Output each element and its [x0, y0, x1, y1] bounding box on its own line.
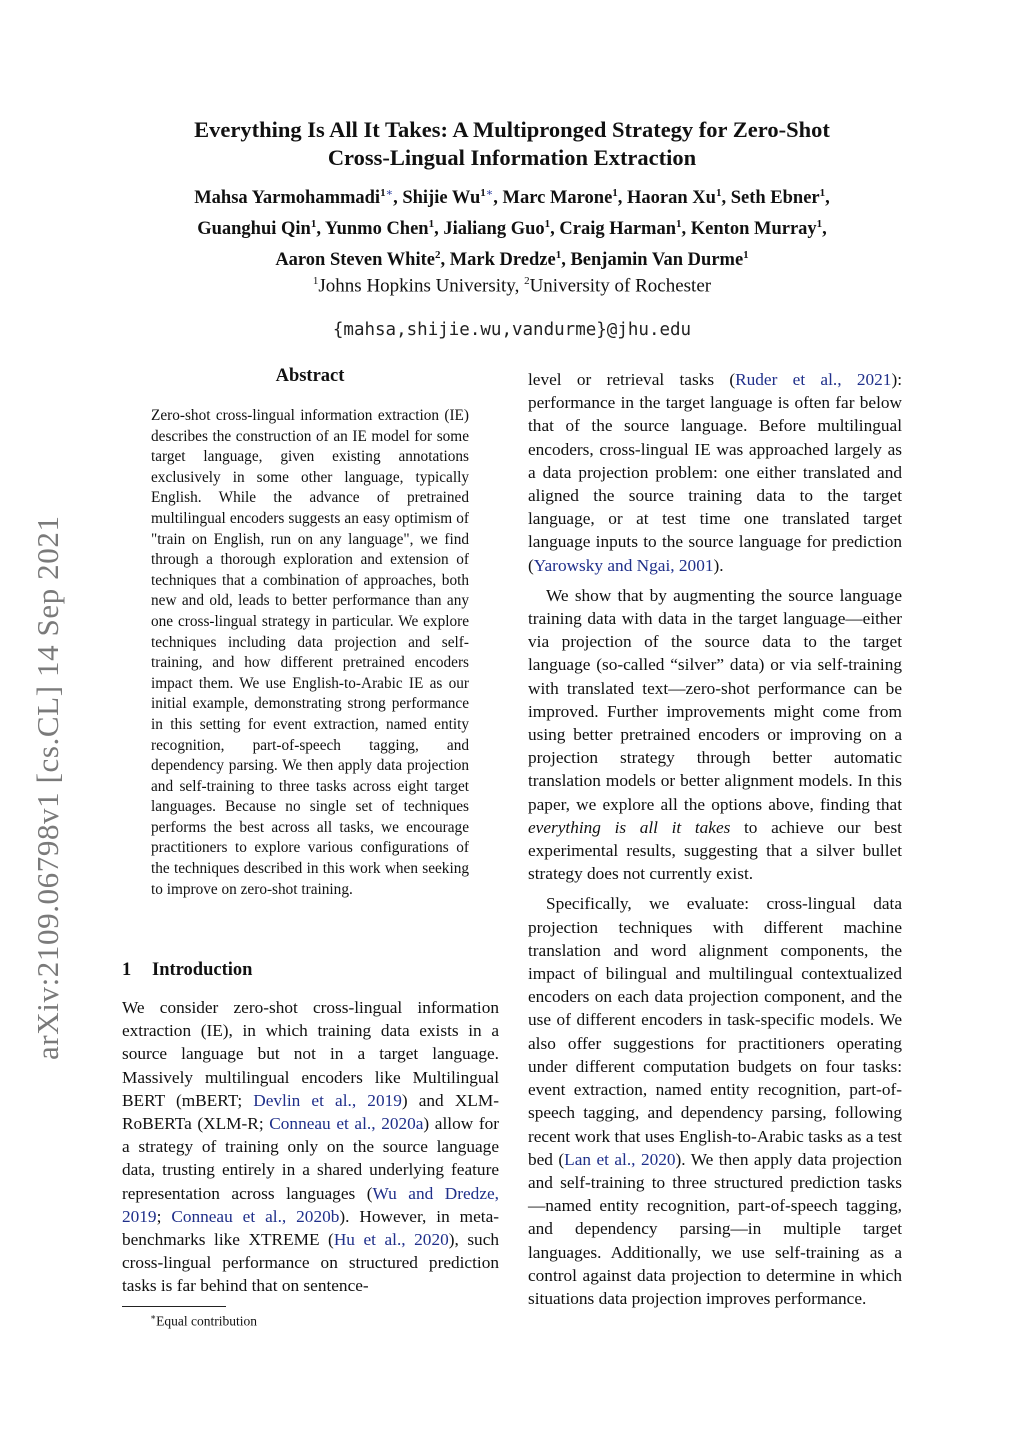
author: Kenton Murray$^1$,	[690, 218, 827, 240]
intro-paragraph: We consider zero-shot cross-lingual information extraction (IE), in which training data exists in a source language but not in a target language. Massively multilingual encoders like Multilingual BERT (mBERT; Devlin et al., 2019) and XLM-RoBERTa (XLM-R; Conneau et al., 2020a) allow for a strategy of training only on the source language data, trusting entirely in a shared underlying feature representation across languages (Wu and Dredze, 2019; Conneau et al., 2020b). However, in meta-benchmarks like XTREME (Hu et al., 2020), such cross-lingual performance on structured prediction tasks is far behind that on sentence-	[122, 998, 500, 1296]
paragraph: We show that by augmenting the source language training data with data in the target language—either via projection of the source data to the target language (so-called “silver” data) or via self-training with translated text—zero-shot performance can be improved. Further improvements might come from using better pretrained encoders or improving on a projection strategy through better automatic translation models or better alignment models. In this paper, we explore all the options above, finding that everything is all it takes to achieve our best experimental results, suggesting that a silver bullet strategy does not currently exist.	[528, 585, 902, 884]
author: Craig Harman$^1$,	[559, 218, 691, 240]
author: Mark Dredze$^1$,	[449, 249, 571, 271]
citation-link[interactable]: Hu et al., 2020	[333, 1230, 449, 1250]
author: Haoran Xu$^1$,	[627, 187, 731, 209]
paragraph: level or retrieval tasks (Ruder et al., 2021): performance in the target language is often far below that of the source language. Before multilingual encoders, cross-lingual IE was approached largely as a data projection problem: one either translated and aligned the source training data to the target language, or at test time one translated target language inputs to the source language for prediction (Yarowsky and Ngai, 2001).	[528, 370, 902, 575]
author: Aaron Steven White$^2$,	[275, 249, 450, 271]
citation-link[interactable]: Ruder et al., 2021	[735, 370, 892, 389]
footnote: ∗Equal contribution	[150, 1312, 257, 1329]
title-line-1: Everything Is All It Takes: A Multipronged Strategy for Zero-Shot	[194, 117, 830, 142]
paragraph: Specifically, we evaluate: cross-lingual data projection techniques with different machine translation and word alignment components, the impact of bilingual and multilingual contextualized encoders on each data projection component, and the use of different encoders in task-specific models. We also offer suggestions for practitioners operating under different computation budgets on four tasks: event extraction, named entity recognition, part-of-speech tagging, and dependency parsing, following recent work that uses English-to-Arabic tasks as a test bed (Lan et al., 2020). We then apply data projection and self-training to three structured prediction tasks—named entity recognition, part-of-speech tagging, and dependency parsing—in multiple target languages. Additionally, we use self-training as a control against data projection to determine in which situations data projection improves performance.	[528, 894, 903, 1308]
citation-link[interactable]: Lan et al., 2020	[564, 1149, 676, 1169]
citation-link[interactable]: Conneau et al., 2020a	[269, 1114, 424, 1134]
author: Shijie $Wu^{1∗}$,	[402, 187, 503, 209]
author: Mahsa Yarmohammadi$^{1∗}$,	[194, 187, 403, 209]
author: Seth Ebner$^1$,	[730, 187, 830, 209]
author: Benjamin Van Durme$^1$	[570, 249, 749, 271]
abstract-text: Zero-shot cross-lingual information extraction (IE) describes the construction of an IE model for some target language, given existing annotations exclusively in some other language, typically English. While the advance of pretrained multilingual encoders suggests an easy optimism of "train on English, run on any language", we find through a thorough exploration and extension of techniques that a combination of approaches, both new and old, leads to better performance than any one cross-lingual strategy in particular. We explore techniques including data projection and self-training, and how different pretrained encoders impact them. We use English-to-Arabic IE as our initial example, demonstrating strong performance in this setting for event extraction, named entity recognition, part-of-speech tagging, and dependency parsing. We then apply data projection and self-training to three tasks across eight target languages. Because no single set of techniques performs the best across all tasks, we encourage practitioners to explore various configurations of the techniques described in this work when seeking to improve on zero-shot training.	[151, 407, 469, 898]
author: Marc Marone$^1$,	[502, 187, 628, 209]
citation-link[interactable]: Devlin et al., 2019	[253, 1090, 402, 1110]
citation-link[interactable]: Yarowsky and Ngai, 2001	[533, 555, 714, 575]
citation-link[interactable]: Wu and Dredze, 2019	[122, 1183, 499, 1226]
footnote-rule	[122, 1306, 226, 1307]
arxiv-stamp: arXiv:2109.06798v1 [cs.CL] 14 Sep 2021	[30, 515, 65, 1060]
affiliations: $^1$Johns Hopkins University, $^2$University of Rochester	[312, 275, 712, 297]
citation-link[interactable]: Conneau et al., 2020b	[171, 1206, 340, 1226]
right-column	[528, 368, 902, 1310]
abstract-heading: Abstract	[275, 366, 345, 386]
section-heading-introduction: 1 Introduction	[122, 960, 253, 980]
author: Guanghui Qin$^1$,	[197, 218, 325, 240]
title-line-2: Cross-Lingual Information Extraction	[327, 145, 697, 170]
author-list	[120, 180, 904, 273]
author-email[interactable]: {mahsa,shijie.wu,vandurme}@jhu.edu	[332, 320, 692, 340]
emphasis: everything is all it takes	[528, 817, 731, 837]
author: Yunmo Chen$^1$,	[324, 218, 444, 240]
paper-title	[120, 116, 904, 172]
author: Jialiang Guo$^1$,	[443, 218, 560, 240]
